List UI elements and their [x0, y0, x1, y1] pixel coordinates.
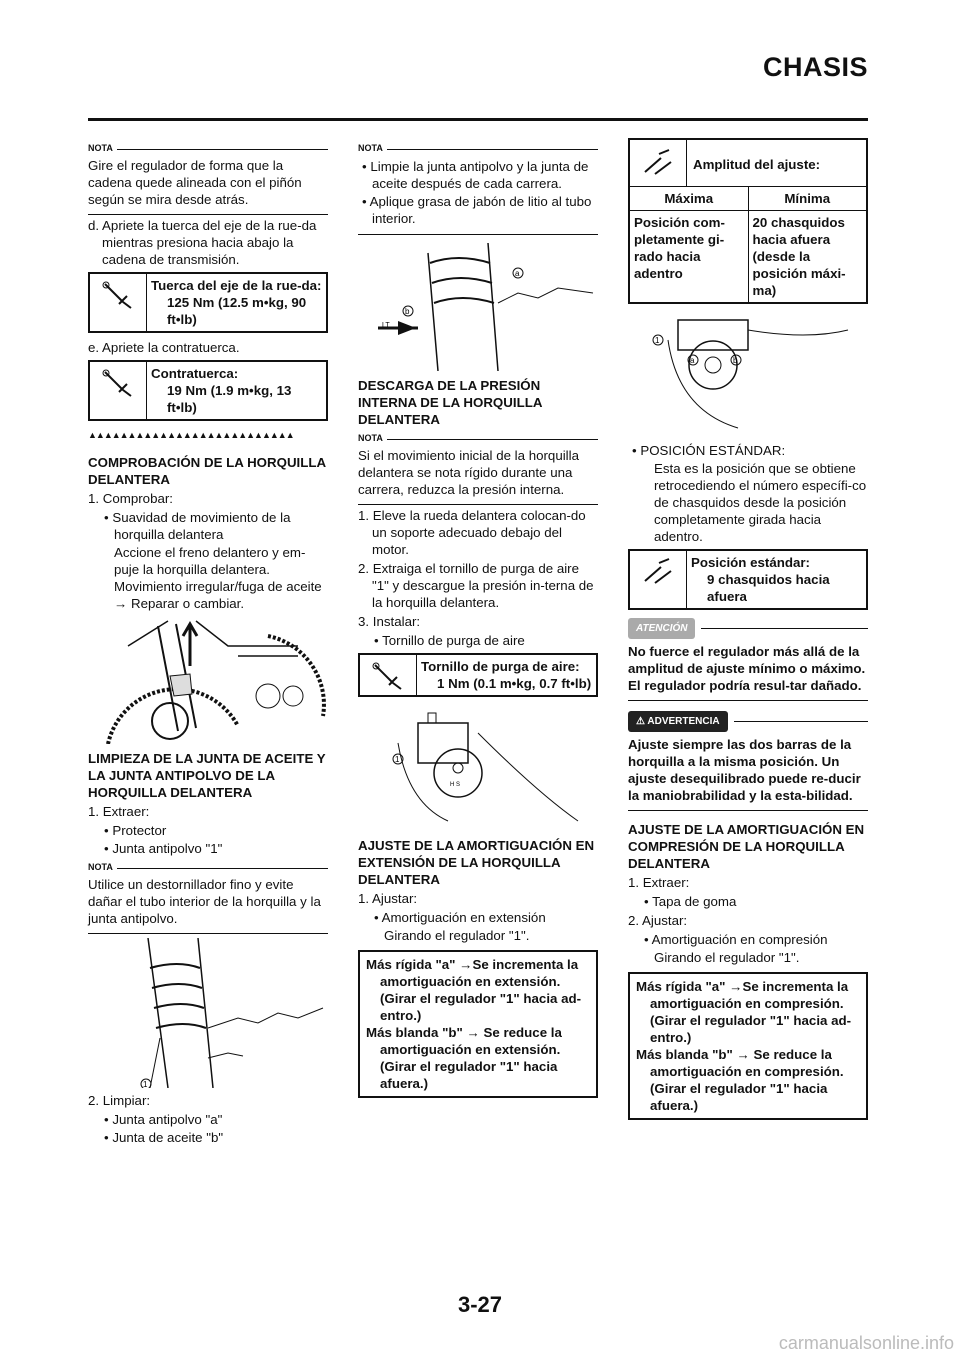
- torque-spec-box: [88, 272, 328, 333]
- warning-header: [628, 711, 868, 732]
- box-line: (Girar el regulador "1" hacia afuera.): [650, 1081, 828, 1113]
- step-3: 3. Instalar:: [358, 614, 421, 629]
- spec-title: Posición estándar:: [691, 555, 810, 570]
- bullet: • Junta de aceite "b": [104, 1130, 224, 1145]
- box-line: amortiguación en compresión.: [650, 1064, 844, 1079]
- callout-1: 1: [395, 755, 400, 764]
- column-2: [358, 138, 598, 1104]
- callout-b: b: [733, 356, 738, 365]
- spec-value: 9 chasquidos hacia afuera: [707, 572, 830, 604]
- watermark: carmanualsonline.info: [778, 1333, 954, 1353]
- spec-value: 19 Nm (1.9 m•kg, 13 ft•lb): [167, 383, 292, 415]
- box-line: Más rígida "a" →Se incrementa la: [366, 957, 579, 972]
- bullet-detail: Girando el regulador "1".: [384, 928, 530, 943]
- rebound-adjuster-illustration: [628, 310, 868, 438]
- torque-spec-box: [358, 653, 598, 697]
- torque-spec-box: [88, 360, 328, 421]
- bullet: • Aplique grasa de jabón de litio al tubo interior.: [362, 194, 592, 226]
- box-line: Más blanda "b" → Se reduce la: [366, 1025, 562, 1040]
- spec-value: 125 Nm (12.5 m•kg, 90 ft•lb): [167, 295, 307, 327]
- page-number: 3-27: [457, 1292, 503, 1317]
- section-heading: AJUSTE DE LA AMORTIGUACIÓN EN COMPRESIÓN DE LA HORQUILLA DELANTERA: [628, 822, 865, 871]
- section-heading: LIMPIEZA DE LA JUNTA DE ACEITE Y LA JUNTA ANTIPOLVO DE LA HORQUILLA DELANTERA: [88, 751, 326, 800]
- callout-b: b: [405, 307, 410, 316]
- seal-cleaning-illustration: [358, 243, 598, 371]
- callout-1: 1: [655, 336, 660, 345]
- torque-wrench-icon: [360, 655, 417, 695]
- nota-text: [358, 158, 598, 235]
- screwdriver-icon: [630, 551, 687, 608]
- step-2: 2. Ajustar:: [628, 913, 688, 928]
- nota-header: NOTA: [88, 859, 328, 876]
- box-line: (Girar el regulador "1" hacia afuera.): [380, 1059, 558, 1091]
- spec-title: Tornillo de purga de aire:: [421, 659, 580, 674]
- bullet: • Protector: [104, 823, 167, 838]
- warning-label: ⚠ ADVERTENCIA: [628, 711, 728, 732]
- compression-adjust-box: [628, 972, 868, 1120]
- bullet-detail: Accione el freno delantero y em-puje la horquilla delantera. Movimiento irregular/fuga de aceite → Reparar o cambiar.: [114, 545, 322, 611]
- bullet: • Tornillo de purga de aire: [374, 633, 525, 648]
- spec-value: 1 Nm (0.1 m•kg, 0.7 ft•lb): [437, 676, 592, 691]
- end-of-section-marker: ▲▲▲▲▲▲▲▲▲▲▲▲▲▲▲▲▲▲▲▲▲▲▲▲▲▲: [88, 430, 294, 440]
- warning-text: Ajuste siempre las dos barras de la horquilla a la misma posición. Un ajuste desequilibrado puede re-ducir la maniobrabilidad y la esta-bilidad.: [628, 736, 868, 811]
- column-1: [88, 138, 328, 1147]
- screwdriver-icon: [630, 140, 687, 186]
- rebound-adjust-box: [358, 950, 598, 1098]
- bullet: • Junta antipolvo "a": [104, 1112, 223, 1127]
- callout-a: a: [515, 269, 520, 278]
- spec-title: Contratuerca:: [151, 366, 239, 381]
- torque-wrench-icon: [90, 274, 147, 331]
- section-heading: DESCARGA DE LA PRESIÓN INTERNA DE LA HORQUILLA DELANTERA: [358, 378, 542, 427]
- caution-header: [628, 618, 868, 639]
- step-1: 1. Ajustar:: [358, 891, 418, 906]
- box-line: amortiguación en compresión.: [650, 996, 844, 1011]
- header-rule: [88, 118, 868, 121]
- column-3: [628, 138, 868, 1126]
- box-line: Más blanda "b" → Se reduce la: [636, 1047, 832, 1062]
- nota-text: Si el movimiento inicial de la horquilla delantera se nota rígido durante una carrera, reduzca la presión interna.: [358, 447, 598, 505]
- h-s-marking: H S: [450, 782, 461, 788]
- section-heading: COMPROBACIÓN DE LA HORQUILLA DELANTERA: [88, 455, 326, 487]
- step-d: d. Apriete la tuerca del eje de la rue-da mientras presiona hacia abajo la cadena de transmisión.: [88, 218, 317, 267]
- step-2: 2. Limpiar:: [88, 1093, 151, 1108]
- callout-a: a: [690, 356, 695, 365]
- step-2: 2. Extraiga el tornillo de purga de aire "1" y descargue la presión in-terna de la horquilla delantera.: [358, 561, 594, 610]
- range-min-value: 20 chasquidos hacia afuera (desde la posición máxi-ma): [748, 211, 867, 302]
- step-1: 1. Extraer:: [88, 804, 150, 819]
- caution-label: ATENCIÓN: [628, 618, 695, 639]
- adjust-range-table: [628, 138, 868, 304]
- nota-header: NOTA: [88, 140, 328, 157]
- range-max-value: Posición com-pletamente gi-rado hacia adentro: [634, 215, 725, 281]
- range-header-min: Mínima: [748, 187, 867, 210]
- step-1: 1. Eleve la rueda delantera colocan-do un soporte adecuado debajo del motor.: [358, 508, 586, 557]
- warning-triangle-icon: ⚠: [636, 716, 648, 727]
- dust-seal-illustration: [88, 938, 328, 1088]
- standard-position-box: [628, 549, 868, 610]
- nota-text: Utilice un destornillador fino y evite dañar el tubo interior de la horquilla y la junta antipolvo.: [88, 876, 328, 934]
- bullet-detail: Girando el regulador "1".: [654, 950, 800, 965]
- bullet: • Amortiguación en compresión: [644, 932, 828, 947]
- bullet: • Junta antipolvo "1": [104, 841, 223, 856]
- page-title: CHASIS: [762, 52, 868, 82]
- spec-title: Tuerca del eje de la rue-da:: [151, 278, 322, 293]
- box-line: (Girar el regulador "1" hacia ad-entro.): [380, 991, 582, 1023]
- nota-header: NOTA: [358, 430, 598, 447]
- range-title: Amplitud del ajuste:: [693, 157, 821, 172]
- bullet: • POSICIÓN ESTÁNDAR:: [632, 443, 786, 458]
- step-e: e. Apriete la contratuerca.: [88, 340, 240, 355]
- bullet: • Tapa de goma: [644, 894, 737, 909]
- callout-1: 1: [143, 1080, 148, 1088]
- box-line: amortiguación en extensión.: [380, 1042, 561, 1057]
- bullet: • Limpie la junta antipolvo y la junta de aceite después de cada carrera.: [362, 159, 589, 191]
- step-1: 1. Comprobar:: [88, 491, 173, 506]
- box-line: Más rígida "a" →Se incrementa la: [636, 979, 849, 994]
- caution-text: No fuerce el regulador más allá de la amplitud de ajuste mínimo o máximo. El regulador podría resul-tar dañado.: [628, 643, 868, 701]
- step-1: 1. Extraer:: [628, 875, 690, 890]
- section-heading: AJUSTE DE LA AMORTIGUACIÓN EN EXTENSIÓN DE LA HORQUILLA DELANTERA: [358, 838, 595, 887]
- box-line: (Girar el regulador "1" hacia ad-entro.): [650, 1013, 852, 1045]
- fork-wheel-illustration: [88, 616, 328, 744]
- bullet: • Suavidad de movimiento de la horquilla delantera: [104, 510, 291, 542]
- box-line: amortiguación en extensión.: [380, 974, 561, 989]
- nota-header: NOTA: [358, 140, 598, 157]
- nota-text: Gire el regulador de forma que la cadena quede alineada con el piñón según se mira desde atrás.: [88, 157, 328, 215]
- lt-symbol-label: LT: [382, 322, 390, 329]
- torque-wrench-icon: [90, 362, 147, 419]
- bullet-detail: Esta es la posición que se obtiene retrocediendo el número específi-co de chasquidos desde la posición completamente girada hacia adentro.: [654, 461, 867, 544]
- air-bleed-screw-illustration: [358, 703, 598, 831]
- bullet: • Amortiguación en extensión: [374, 910, 546, 925]
- range-header-max: Máxima: [664, 191, 714, 206]
